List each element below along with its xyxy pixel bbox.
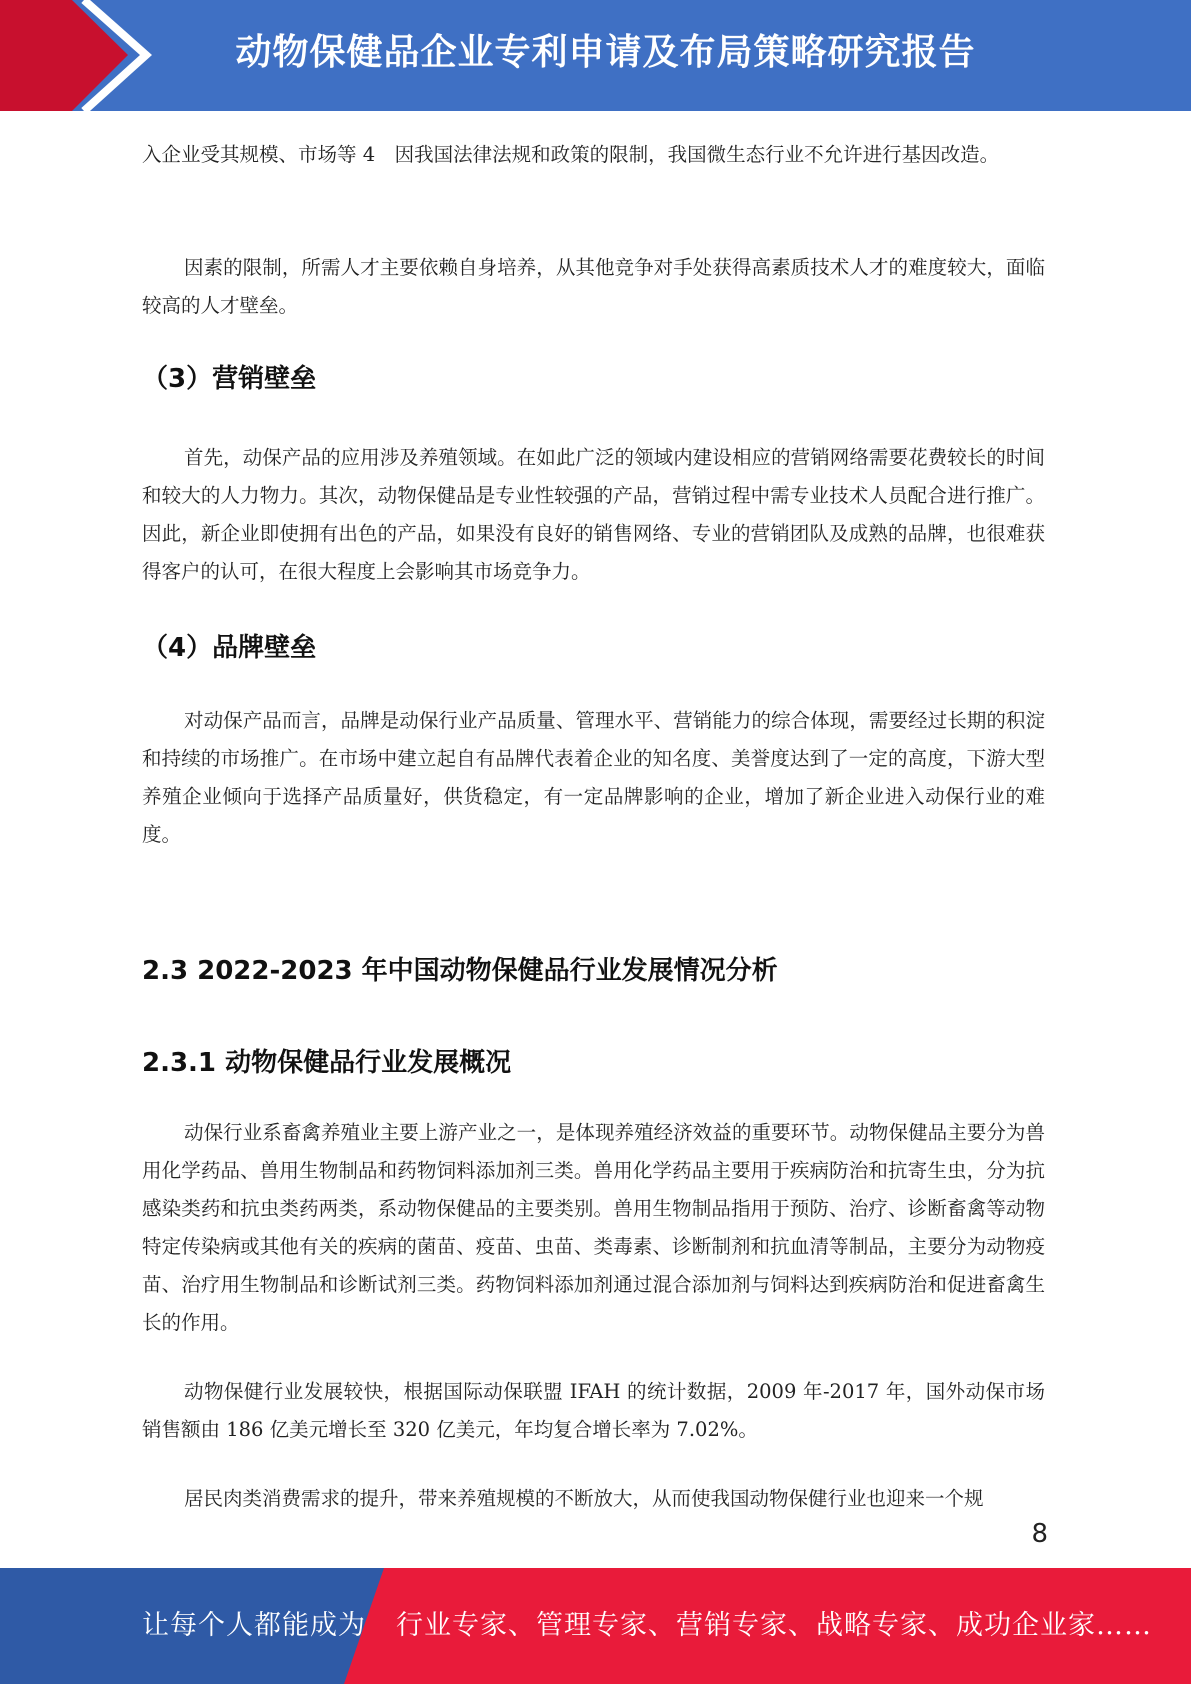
page-header bbox=[0, 0, 1191, 111]
paragraph-market-growth: 动物保健行业发展较快，根据国际动保联盟 IFAH 的统计数据，2009 年-2017 年，国外动保市场销售额由 186 亿美元增长至 320 亿美元，年均复合增长率为 7.02%。 bbox=[142, 1380, 1045, 1441]
footer-slogan-left: 让每个人都能成为 bbox=[142, 1610, 366, 1641]
heading-marketing-barrier: （3）营销壁垒 bbox=[142, 364, 317, 394]
section-title-2-3-1: 2.3.1 动物保健品行业发展概况 bbox=[142, 1048, 512, 1078]
heading-brand-barrier: （4）品牌壁垒 bbox=[142, 633, 317, 663]
footer-slogan-right: 行业专家、管理专家、营销专家、战略专家、成功企业家…… bbox=[396, 1610, 1152, 1641]
page-number: 8 bbox=[1031, 1519, 1048, 1549]
page-footer bbox=[0, 1568, 1191, 1684]
paragraph-consumption-demand: 居民肉类消费需求的提升，带来养殖规模的不断放大，从而使我国动物保健行业也迎来一个规 bbox=[184, 1487, 984, 1510]
paragraph-marketing-barrier: 首先，动保产品的应用涉及养殖领域。在如此广泛的领域内建设相应的营销网络需要花费较长的时间和较大的人力物力。其次，动物保健品是专业性较强的产品，营销过程中需专业技术人员配合进行推广。因此，新企业即使拥有出色的产品，如果没有良好的销售网络、专业的营销团队及成熟的品牌，也很难获得客户的认可，在很大程度上会影响其市场竞争力。 bbox=[142, 446, 1045, 583]
report-title: 动物保健品企业专利申请及布局策略研究报告 bbox=[235, 32, 976, 73]
paragraph-brand-barrier: 对动保产品而言，品牌是动保行业产品质量、管理水平、营销能力的综合体现，需要经过长期的积淀和持续的市场推广。在市场中建立起自有品牌代表着企业的知名度、美誉度达到了一定的高度，下游大型养殖企业倾向于选择产品质量好，供货稳定，有一定品牌影响的企业，增加了新企业进入动保行业的难度。 bbox=[142, 709, 1045, 846]
paragraph-talent-barrier: 因素的限制，所需人才主要依赖自身培养，从其他竞争对手处获得高素质技术人才的难度较大，面临较高的人才壁垒。 bbox=[142, 256, 1045, 317]
paragraph-industry-overview: 动保行业系畜禽养殖业主要上游产业之一，是体现养殖经济效益的重要环节。动物保健品主要分为兽用化学药品、兽用生物制品和药物饲料添加剂三类。兽用化学药品主要用于疾病防治和抗寄生虫，分为抗感染类药和抗虫类药两类，系动物保健品的主要类别。兽用生物制品指用于预防、治疗、诊断畜禽等动物特定传染病或其他有关的疾病的菌苗、疫苗、虫苗、类毒素、诊断制剂和抗血清等制品，主要分为动物疫苗、治疗用生物制品和诊断试剂三类。药物饲料添加剂通过混合添加剂与饲料达到疾病防治和促进畜禽生长的作用。 bbox=[142, 1121, 1045, 1334]
paragraph-continuation: 入企业受其规模、市场等 4 因我国法律法规和政策的限制，我国微生态行业不允许进行基因改造。 bbox=[142, 143, 1000, 166]
section-title-2-3: 2.3 2022-2023 年中国动物保健品行业发展情况分析 bbox=[142, 956, 778, 986]
